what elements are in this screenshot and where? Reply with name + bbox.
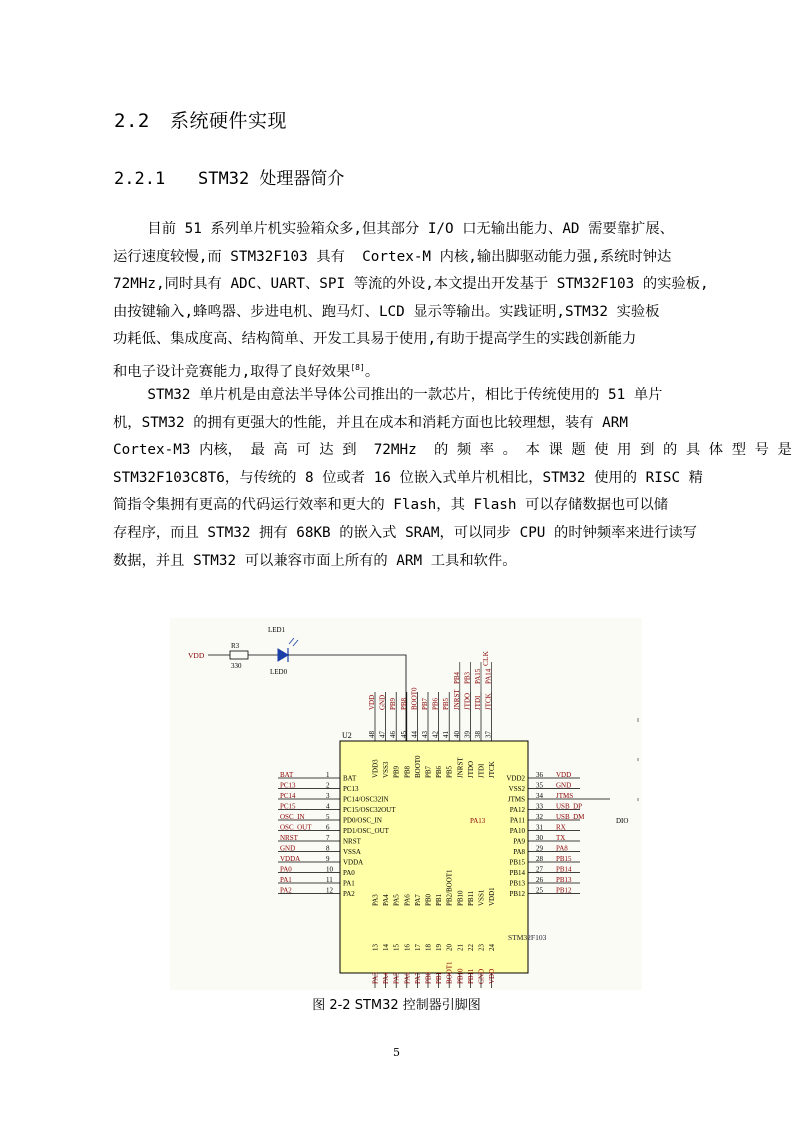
section-heading [114, 106, 287, 133]
pin-net: PC14 [280, 792, 296, 800]
pin-number: 6 [326, 823, 330, 832]
pin-name: JNRST [456, 757, 465, 778]
pin-number: 26 [536, 876, 543, 884]
led-ref: LED1 [268, 626, 286, 634]
pin-name: JTMS [507, 795, 525, 804]
pin-name: PB10 [456, 890, 465, 906]
paragraph-line: 运行速度较慢,而 STM32F103 具有 Cortex-M 内核,输出脚驱动能力强,系统时钟达 [113, 248, 672, 265]
pin-number: 20 [445, 944, 454, 951]
stm32-pinout-schematic [170, 618, 642, 990]
pin-net: BOOT0 [410, 687, 419, 710]
pin-name: PB5 [445, 765, 454, 778]
pin-name: PB1 [435, 893, 444, 906]
pin-number: 47 [378, 731, 387, 738]
paragraph-1 [113, 216, 709, 387]
pin-net: PA1 [280, 876, 292, 884]
paragraph-line: 机，STM32 的拥有更强大的性能，并且在成本和消耗方面也比较理想，装有 ARM [113, 414, 628, 431]
pin-name: PA0 [343, 869, 355, 877]
pin-net: VDD [488, 968, 497, 984]
pin-net: PB14 [556, 865, 572, 874]
pin-number: 39 [463, 731, 472, 738]
pin-name: PD1/OSC_OUT [343, 827, 389, 835]
pin-net: GND [477, 968, 486, 984]
pin-number: 35 [536, 781, 543, 790]
pin-net: PA0 [280, 865, 292, 874]
chip-ref: U2 [342, 731, 352, 740]
pin-net: PB11 [466, 968, 475, 984]
pin-name: PB9 [392, 765, 401, 778]
pin-number: 45 [399, 731, 408, 738]
pin-name: JTDI [477, 763, 486, 778]
pin-number: 37 [484, 731, 493, 738]
pin-number: 11 [326, 876, 333, 884]
pin-number: 40 [452, 731, 461, 738]
pin-number: 38 [474, 731, 482, 738]
pin-net: PB0 [424, 971, 433, 984]
pin-number: 15 [392, 944, 401, 951]
pin-name: BAT [343, 774, 357, 783]
pin-number: 9 [326, 855, 330, 863]
pin-name: PB2/BOOT1 [445, 869, 454, 906]
clk-label: CLK [481, 651, 490, 666]
pin-name: VDD1 [488, 887, 497, 906]
paragraph-line: 功耗低、集成度高、结构简单、开发工具易于使用,有助于提高学生的实践创新能力 [113, 331, 637, 348]
pin-net: JNRST [452, 689, 461, 710]
pin-name: PA11 [509, 816, 525, 825]
paragraph-line: Cortex-M3 内核， 最 高 可 达 到 72MHz 的 频 率 。 本 课 题 使 用 到 的 具 体 型 号 是 [113, 442, 792, 459]
pin-net: VDD [556, 771, 572, 779]
pin-number: 4 [326, 802, 330, 811]
pin-name: PC15/OSC32OUT [343, 806, 396, 814]
pin-number: 21 [456, 944, 465, 951]
paragraph-line: 和电子设计竞赛能力,取得了良好效果 [113, 363, 351, 380]
pin-number: 22 [466, 944, 475, 951]
pin-net: GND [378, 694, 387, 710]
pin-name: VDDA [343, 858, 364, 867]
paragraph-line: STM32 单片机是由意法半导体公司推出的一款芯片，相比于传统使用的 51 单片 [113, 387, 663, 403]
pin-name: PD0/OSC_IN [343, 816, 382, 825]
pin-number: 46 [389, 731, 398, 738]
pin-name: JTCK [488, 761, 497, 778]
pin-name: PA1 [343, 879, 355, 888]
pin-number: 29 [536, 844, 543, 853]
pin-net: BAT [280, 771, 294, 779]
pin-number: 8 [326, 844, 330, 853]
pin-net: RX [556, 823, 566, 832]
pin-name: PA10 [509, 827, 525, 835]
pin-net: USB_DM [556, 813, 585, 821]
pin-net: PA7 [413, 972, 422, 984]
pin-net: JTMS [556, 792, 574, 800]
pin-net: PA4 [382, 972, 391, 984]
pin-number: 48 [368, 731, 376, 738]
pin-name: PA7 [413, 894, 422, 906]
pin-number: 3 [326, 792, 330, 800]
pin-number: 14 [382, 944, 391, 951]
pin-net: PB9 [389, 697, 398, 710]
pin-number: 41 [442, 731, 451, 738]
pin-net: PC15 [280, 802, 296, 811]
pin-net: PB4 [452, 671, 461, 684]
pin-name: PA2 [343, 890, 355, 898]
vdd-label: VDD [188, 651, 205, 660]
pin-name: PB7 [424, 765, 433, 778]
pin-number: 25 [536, 886, 543, 895]
pin-net: PB12 [556, 886, 572, 895]
pin-net: PB15 [556, 855, 572, 863]
paragraph-line: 72MHz,同时具有 ADC、UART、SPI 等流的外设,本文提出开发基于 STM32F103 的实验板, [113, 276, 709, 293]
pin-name: PA4 [382, 894, 391, 906]
schematic-figure [170, 618, 642, 990]
paragraph-line: 数据，并且 STM32 可以兼容市面上所有的 ARM 工具和软件。 [113, 552, 517, 569]
pin-net: PC13 [280, 781, 296, 790]
pin-name: VSS1 [477, 889, 486, 906]
subsection-number: 2.2.1 [114, 169, 166, 189]
pin-name: BOOT0 [413, 755, 422, 778]
figure-caption: 图 2-2 STM32 控制器引脚图 [312, 998, 481, 1013]
pin-number: 1 [326, 771, 330, 779]
pin-number: 19 [435, 944, 444, 951]
pin-number: 12 [326, 886, 333, 895]
subsection-title: STM32 处理器简介 [198, 169, 345, 189]
pin-net: JTDO [463, 692, 472, 710]
pin-net: JTDI [474, 695, 482, 710]
pin-net: PB6 [431, 697, 440, 710]
pin-number: 44 [410, 731, 419, 738]
pin-net: PA6 [403, 972, 412, 984]
subsection-heading [114, 164, 344, 189]
pin-net: GND [556, 781, 572, 790]
pin-number: 32 [536, 813, 543, 821]
pin-number: 42 [431, 731, 440, 738]
paragraph-line: STM32F103C8T6，与传统的 8 位或者 16 位嵌入式单片机相比，STM32 使用的 RISC 精 [113, 469, 703, 486]
pin-number: 24 [488, 944, 497, 951]
pin-number: 36 [536, 771, 543, 779]
pin-name: PB15 [509, 858, 525, 867]
pin-number: 31 [536, 823, 543, 832]
pin-number: 2 [326, 781, 330, 790]
paragraph-line: 由按键输入,蜂鸣器、步进电机、跑马灯、LCD 显示等输出。实践证明,STM32 实验板 [113, 303, 660, 320]
pin-number: 28 [536, 855, 543, 863]
led-net: LED0 [270, 668, 288, 676]
pin-net: PB5 [442, 697, 451, 710]
pin-name: PA3 [371, 894, 380, 906]
pin-net: PA5 [392, 972, 401, 984]
resistor-ref: R3 [231, 642, 240, 650]
pin-name: PA12 [509, 806, 525, 814]
paragraph-line: 目前 51 系列单片机实验箱众多,但其部分 I/O 口无输出能力、AD 需要靠扩展、 [113, 221, 674, 237]
section-title: 系统硬件实现 [170, 110, 288, 132]
pin-net: PA15 [474, 668, 482, 684]
pin-number: 34 [536, 792, 543, 800]
section-number: 2.2 [114, 110, 150, 132]
pin-name: VDD3 [371, 759, 380, 778]
pin-net: NRST [280, 834, 298, 842]
pin-net: JTCK [484, 693, 493, 710]
pin-net: OSC_IN [280, 813, 305, 821]
pin-name: JTDO [466, 760, 475, 778]
pin-net: PA2 [280, 886, 292, 895]
led-icon [278, 649, 288, 661]
citation-link[interactable]: [8] [350, 362, 365, 372]
pin-number: 18 [424, 944, 433, 951]
pin-name: PB13 [509, 879, 525, 888]
pin-net: BOOT1 [445, 961, 454, 984]
pin-number: 16 [403, 944, 412, 951]
pin-name: PA9 [513, 837, 525, 846]
pin-net: OSC_OUT [280, 823, 312, 832]
pin-number: 13 [371, 944, 380, 951]
pin-number: 23 [477, 944, 486, 951]
pin-name: VDD2 [506, 774, 525, 783]
pin-net: PB7 [421, 697, 429, 710]
pin-name: PB12 [509, 890, 525, 898]
pin-name: PC14/OSC32IN [343, 795, 389, 804]
pin-name: PB11 [466, 890, 475, 906]
pin-net: USB_DP [556, 802, 583, 811]
pin-net: PB1 [435, 971, 444, 984]
chip-part: STM32F103 [508, 933, 547, 942]
dio-label: DIO [616, 817, 629, 825]
pin-net: VDD [368, 694, 376, 710]
chip-body [340, 741, 528, 973]
paragraph-2 [113, 382, 792, 575]
resistor-symbol [230, 651, 248, 659]
pin-net: TX [556, 834, 566, 842]
pin-number: 43 [421, 731, 429, 738]
pin-net: PA3 [371, 972, 380, 984]
pin-number: 5 [326, 813, 330, 821]
pin-number: 33 [536, 802, 543, 811]
pin-net: PB8 [399, 697, 408, 710]
pin-net: PB13 [556, 876, 572, 884]
pin-number: 30 [536, 834, 543, 842]
pin-number: 17 [413, 944, 422, 951]
pin-net: VDDA [280, 855, 301, 863]
pin-name: VSSA [343, 848, 361, 856]
pin-name: PB8 [403, 765, 412, 778]
pin-name: PA8 [513, 848, 525, 856]
paragraph-line: 存程序，而且 STM32 拥有 68KB 的嵌入式 SRAM，可以同步 CPU 的时钟频率来进行读写 [113, 524, 697, 541]
pin-number: 27 [536, 865, 543, 874]
pin-name: NRST [343, 837, 361, 846]
pin-name: PC13 [343, 785, 359, 793]
paragraph-line: 简指令集拥有更高的代码运行效率和更大的 Flash，其 Flash 可以存储数据也可以储 [113, 497, 669, 514]
pin-net: PB10 [456, 968, 465, 984]
pin-net: PA14 [484, 668, 493, 684]
pin-name: VSS3 [382, 761, 391, 778]
pin-number: 10 [326, 865, 333, 874]
pin-name: PB14 [509, 869, 525, 877]
pin-name: PB6 [435, 765, 444, 778]
paragraph-end: 。 [364, 363, 380, 380]
pin-name: PB0 [424, 893, 433, 906]
page-number: 5 [393, 1046, 400, 1059]
pin-net: GND [280, 844, 296, 853]
pin-name: VSS2 [508, 785, 525, 793]
pin-net: PB3 [463, 671, 472, 684]
jtms-extra: PA13 [470, 817, 486, 825]
pin-net: PA8 [556, 844, 568, 853]
pin-name: PA6 [403, 894, 412, 906]
resistor-value: 330 [231, 662, 242, 670]
pin-number: 7 [326, 834, 330, 842]
pin-name: PA5 [392, 894, 401, 906]
